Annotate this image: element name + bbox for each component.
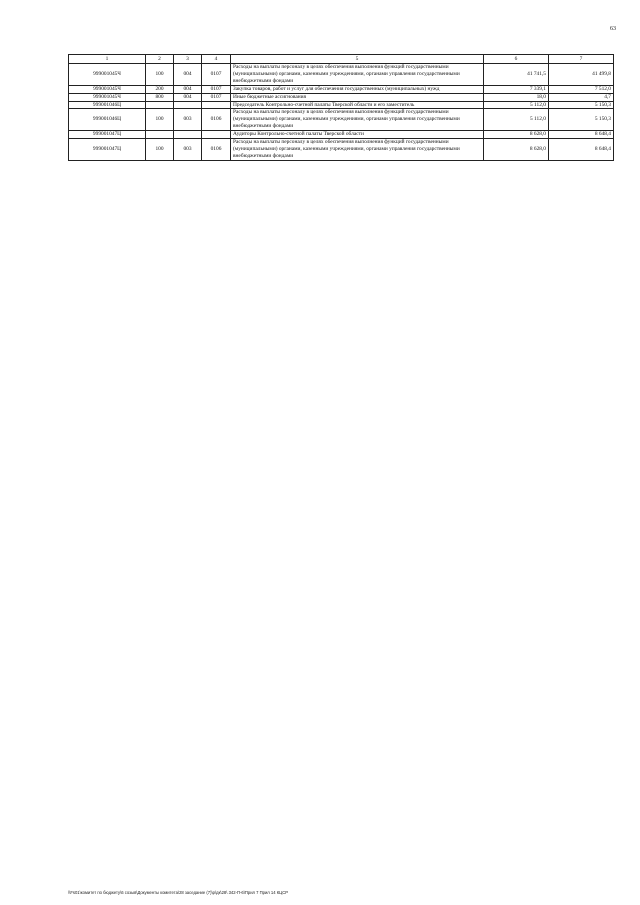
amount-cell-6: 41 741,5 — [484, 64, 549, 86]
column-header: 5 — [231, 55, 484, 64]
target-code-cell: 999001046Ц — [69, 101, 146, 109]
table-row — [69, 139, 614, 161]
page-number: 63 — [610, 26, 616, 32]
expense-type-cell — [146, 131, 174, 139]
table-row — [69, 101, 614, 109]
department-cell — [174, 131, 202, 139]
target-code-cell: 999001046Ц — [69, 109, 146, 131]
department-cell: 003 — [174, 139, 202, 161]
description-cell: Расходы на выплаты персоналу в целях обеспечения выполнения функций государственными (муниципальными) органами, казенными учреждениями, органами управления государственными внебюджетными фондами — [231, 139, 484, 161]
expense-type-cell — [146, 101, 174, 109]
amount-cell-6: 7 339,1 — [484, 85, 549, 93]
expense-type-cell: 200 — [146, 85, 174, 93]
section-cell: 0106 — [202, 109, 231, 131]
table-row — [69, 93, 614, 101]
target-code-cell: 999001047Ц — [69, 131, 146, 139]
column-header: 6 — [484, 55, 549, 64]
section-cell: 0106 — [202, 139, 231, 161]
table-header-row — [69, 55, 614, 64]
department-cell: 003 — [174, 109, 202, 131]
amount-cell-6: 8 628,0 — [484, 139, 549, 161]
expense-type-cell: 800 — [146, 93, 174, 101]
amount-cell-6: 18,0 — [484, 93, 549, 101]
column-header: 7 — [549, 55, 614, 64]
amount-cell-6: 5 112,0 — [484, 109, 549, 131]
expense-type-cell: 100 — [146, 139, 174, 161]
department-cell: 004 — [174, 85, 202, 93]
column-header: 1 — [69, 55, 146, 64]
amount-cell-7: 4,7 — [549, 93, 614, 101]
column-header: 2 — [146, 55, 174, 64]
table-row — [69, 64, 614, 86]
description-cell: Расходы на выплаты персоналу в целях обеспечения выполнения функций государственными (муниципальными) органами, казенными учреждениями, органами управления государственными внебюджетными фондами — [231, 64, 484, 86]
table-row — [69, 109, 614, 131]
amount-cell-7: 8 648,4 — [549, 139, 614, 161]
expense-type-cell: 100 — [146, 109, 174, 131]
table-row — [69, 131, 614, 139]
department-cell: 004 — [174, 64, 202, 86]
description-cell: Аудиторы Контрольно-счетной палаты Тверской области — [231, 131, 484, 139]
target-code-cell: 999001047Ц — [69, 139, 146, 161]
target-code-cell: 999001045Ч — [69, 93, 146, 101]
section-cell: 0107 — [202, 64, 231, 86]
description-cell: Иные бюджетные ассигнования — [231, 93, 484, 101]
section-cell: 0107 — [202, 85, 231, 93]
section-cell — [202, 131, 231, 139]
description-cell: Председатель Контрольно-счетной палаты Тверской области и его заместитель — [231, 101, 484, 109]
target-code-cell: 999001045Ч — [69, 85, 146, 93]
department-cell — [174, 101, 202, 109]
amount-cell-7: 5 150,3 — [549, 101, 614, 109]
amount-cell-7: 5 150,3 — [549, 109, 614, 131]
department-cell: 004 — [174, 93, 202, 101]
budget-table — [68, 54, 614, 161]
section-cell — [202, 101, 231, 109]
amount-cell-7: 8 648,4 — [549, 131, 614, 139]
footer-file-path: \\Fs01\комитет по бюджету\6 созыв\Документы комитета\28 заседание (7)\р\дк\28\ 342-П-6\Прил 7 Прил 14 КЦСР — [68, 890, 289, 895]
amount-cell-6: 8 628,0 — [484, 131, 549, 139]
description-cell: Расходы на выплаты персоналу в целях обеспечения выполнения функций государственными (муниципальными) органами, казенными учреждениями, органами управления государственными внебюджетными фондами — [231, 109, 484, 131]
column-header: 4 — [202, 55, 231, 64]
amount-cell-6: 5 112,0 — [484, 101, 549, 109]
expense-type-cell: 100 — [146, 64, 174, 86]
amount-cell-7: 7 512,0 — [549, 85, 614, 93]
target-code-cell: 999001045Ч — [69, 64, 146, 86]
amount-cell-7: 41 499,8 — [549, 64, 614, 86]
column-header: 3 — [174, 55, 202, 64]
table-row — [69, 85, 614, 93]
section-cell: 0107 — [202, 93, 231, 101]
description-cell: Закупка товаров, работ и услуг для обеспечения государственных (муниципальных) нужд — [231, 85, 484, 93]
